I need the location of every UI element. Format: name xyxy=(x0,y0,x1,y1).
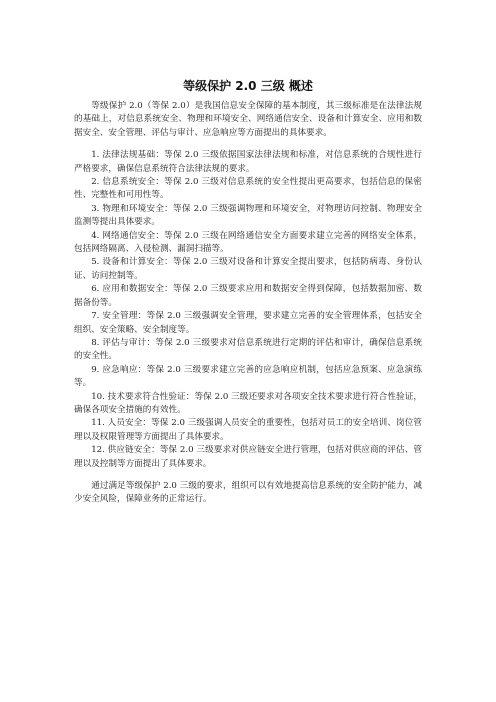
document-page xyxy=(74,78,422,507)
requirement-item: 9. 应急响应：等保 2.0 三级要求建立完善的应急响应机制，包括应急预案、应急演练等。 xyxy=(74,364,422,389)
requirement-item: 12. 供应链安全：等保 2.0 三级要求对供应链安全进行管理，包括对供应商的评估、管理以及控制等方面提出了具体要求。 xyxy=(74,445,422,469)
requirement-item: 1. 法律法规基础：等保 2.0 三级依据国家法律法规和标准，对信息系统的合规性进行严格要求，确保信息系统符合法律法规的要求。 xyxy=(74,150,422,174)
requirement-item: 6. 应用和数据安全：等保 2.0 三级要求应用和数据安全得到保障，包括数据加密、数据备份等。 xyxy=(74,284,422,308)
requirement-item: 3. 物理和环境安全：等保 2.0 三级强调物理和环境安全，对物理访问控制、物理安全监测等提出具体要求。 xyxy=(74,203,422,228)
document-title: 等级保护 2.0 三级 概述 xyxy=(183,79,313,93)
intro-paragraph: 等级保护 2.0（等保 2.0）是我国信息安全保障的基本制度，其三级标准是在法律法规的基础上，对信息系统安全、物理和环境安全、网络通信安全、设备和计算安全、应用和数据安全、安全管理、评估与审计、应急响应等方面提出的具体要求。 xyxy=(74,101,422,138)
requirement-item: 8. 评估与审计：等保 2.0 三级要求对信息系统进行定期的评估和审计，确保信息系统的安全性。 xyxy=(74,337,422,362)
requirement-item: 2. 信息系统安全：等保 2.0 三级对信息系统的安全性提出更高要求，包括信息的保密性、完整性和可用性等。 xyxy=(74,177,422,201)
requirement-item: 10. 技术要求符合性验证：等保 2.0 三级还要求对各项安全技术要求进行符合性验证，确保各项安全措施的有效性。 xyxy=(74,391,422,415)
conclusion-paragraph: 通过满足等级保护 2.0 三级的要求，组织可以有效地提高信息系统的安全防护能力，减少安全风险，保障业务的正常运行。 xyxy=(74,480,422,505)
requirement-item: 11. 人员安全：等保 2.0 三级强调人员安全的重要性，包括对员工的安全培训、岗位管理以及权限管理等方面提出了具体要求。 xyxy=(74,418,422,442)
requirement-item: 7. 安全管理：等保 2.0 三级强调安全管理，要求建立完善的安全管理体系，包括安全组织、安全策略、安全制度等。 xyxy=(74,311,422,335)
requirement-item: 4. 网络通信安全：等保 2.0 三级在网络通信安全方面要求建立完善的网络安全体系，包括网络隔离、入侵检测、漏洞扫描等。 xyxy=(74,230,422,255)
requirement-list xyxy=(74,149,422,471)
requirement-item: 5. 设备和计算安全：等保 2.0 三级对设备和计算安全提出要求，包括防病毒、身份认证、访问控制等。 xyxy=(74,257,422,281)
